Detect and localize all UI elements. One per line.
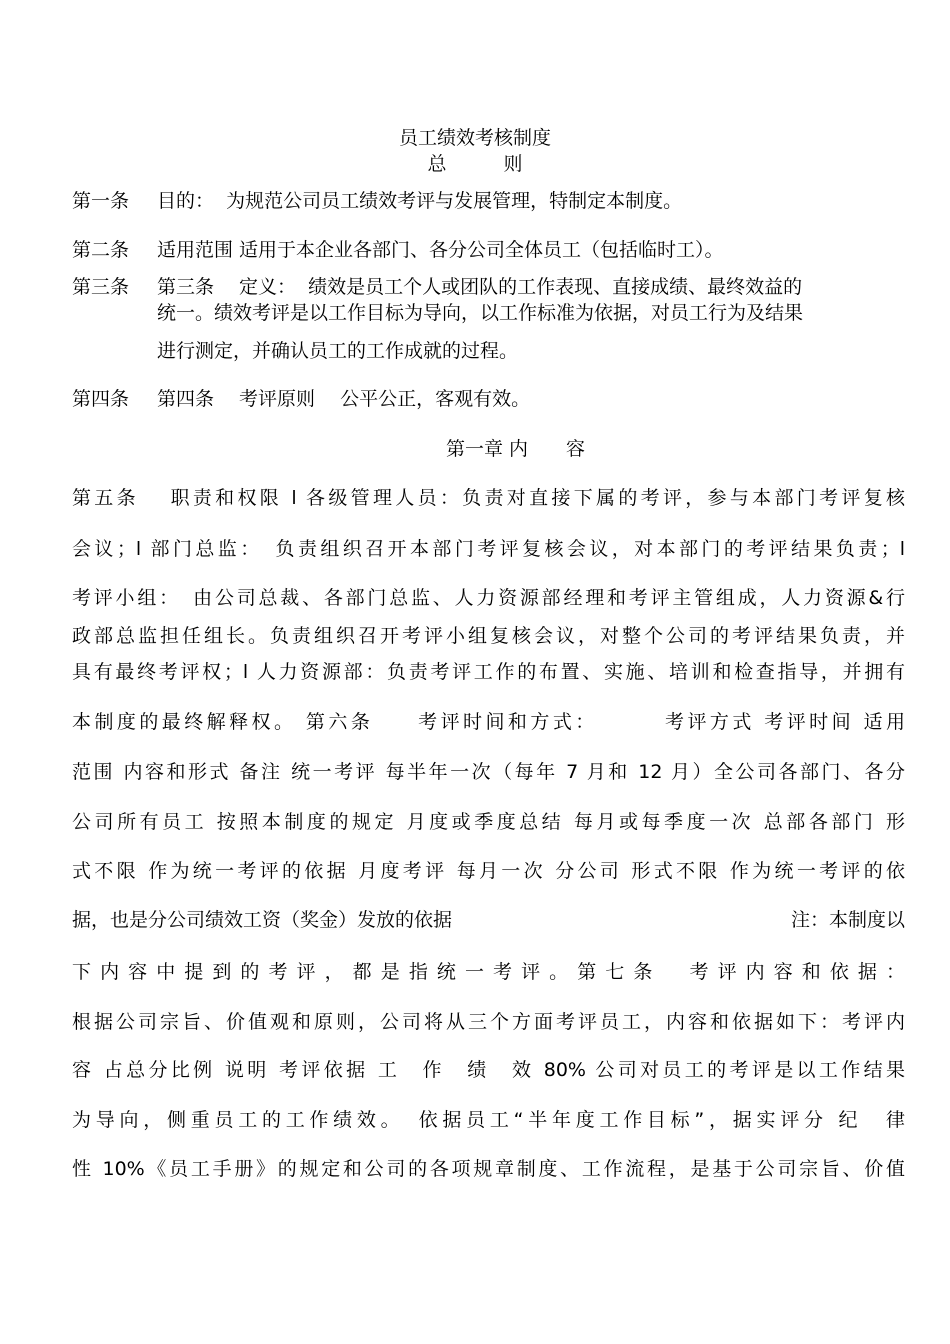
body-line-right-note: 注：本制度以 (790, 909, 905, 931)
article-4-label: 第四条 (72, 388, 130, 410)
article-1-label: 第一条 (72, 190, 130, 212)
chapter-one-heading: 第一章 内 容 (446, 438, 586, 460)
body-line: 公司所有员工 按照本制度的规定 月度或季度总结 每月或每季度一次 总部各部门 形 (72, 811, 905, 833)
body-line: 本制度的最终解释权。 第六条 考评时间和方式： 考评方式 考评时间 适用 (72, 711, 905, 733)
document-title: 员工绩效考核制度 (398, 127, 551, 149)
body-line-left: 据，也是分公司绩效工资（奖金）发放的依据 (72, 909, 453, 931)
body-line: 性 10%《员工手册》的规定和公司的各项规章制度、工作流程，是基于公司宗旨、价值 (72, 1158, 905, 1180)
body-line: 范围 内容和形式 备注 统一考评 每半年一次（每年 7 月和 12 月）全公司各部门、各分 (72, 761, 905, 783)
body-line: 式不限 作为统一考评的依据 月度考评 每月一次 分公司 形式不限 作为统一考评的依 (72, 860, 905, 882)
body-line: 会议；l 部门总监： 负责组织召开本部门考评复核会议，对本部门的考评结果负责；l (72, 538, 905, 560)
body-line: 第五条 职责和权限 l 各级管理人员：负责对直接下属的考评，参与本部门考评复核 (72, 487, 905, 509)
article-3-label: 第三条 (72, 276, 130, 298)
section-heading-general: 总 则 (427, 153, 523, 175)
article-3-line-2: 统一。绩效考评是以工作目标为导向，以工作标准为依据，对员工行为及结果 (157, 302, 804, 324)
body-line: 政部总监担任组长。负责组织召开考评小组复核会议，对整个公司的考评结果负责，并 (72, 625, 905, 647)
article-4-text: 第四条 考评原则 公平公正，客观有效。 (157, 388, 531, 410)
body-line: 根据公司宗旨、价值观和原则，公司将从三个方面考评员工，内容和依据如下：考评内 (72, 1011, 905, 1033)
body-line: 具有最终考评权；l 人力资源部：负责考评工作的布置、实施、培训和检查指导，并拥有 (72, 661, 905, 683)
article-3-line-1: 第三条 定义： 绩效是员工个人或团队的工作表现、直接成绩、最终效益的 (157, 276, 803, 298)
body-line: 考评小组： 由公司总裁、各部门总监、人力资源部经理和考评主管组成，人力资源&行 (72, 587, 905, 609)
article-1-text: 目的： 为规范公司员工绩效考评与发展管理，特制定本制度。 (157, 190, 683, 212)
body-line: 容 占总分比例 说明 考评依据 工 作 绩 效 80% 公司对员工的考评是以工作结果 (72, 1059, 905, 1081)
body-line: 下 内 容 中 提 到 的 考 评 ， 都 是 指 统 一 考 评 。 第 七 条 考 评 内 容 和 依 据 ： (72, 961, 905, 983)
article-3-line-3: 进行测定，并确认员工的工作成就的过程。 (157, 340, 519, 362)
body-line: 为导向，侧重员工的工作绩效。 依据员工“半年度工作目标”，据实评分 纪 律 (72, 1109, 905, 1131)
article-2-label: 第二条 (72, 239, 130, 261)
article-2-text: 适用范围 适用于本企业各部门、各分公司全体员工（包括临时工）。 (157, 239, 724, 261)
